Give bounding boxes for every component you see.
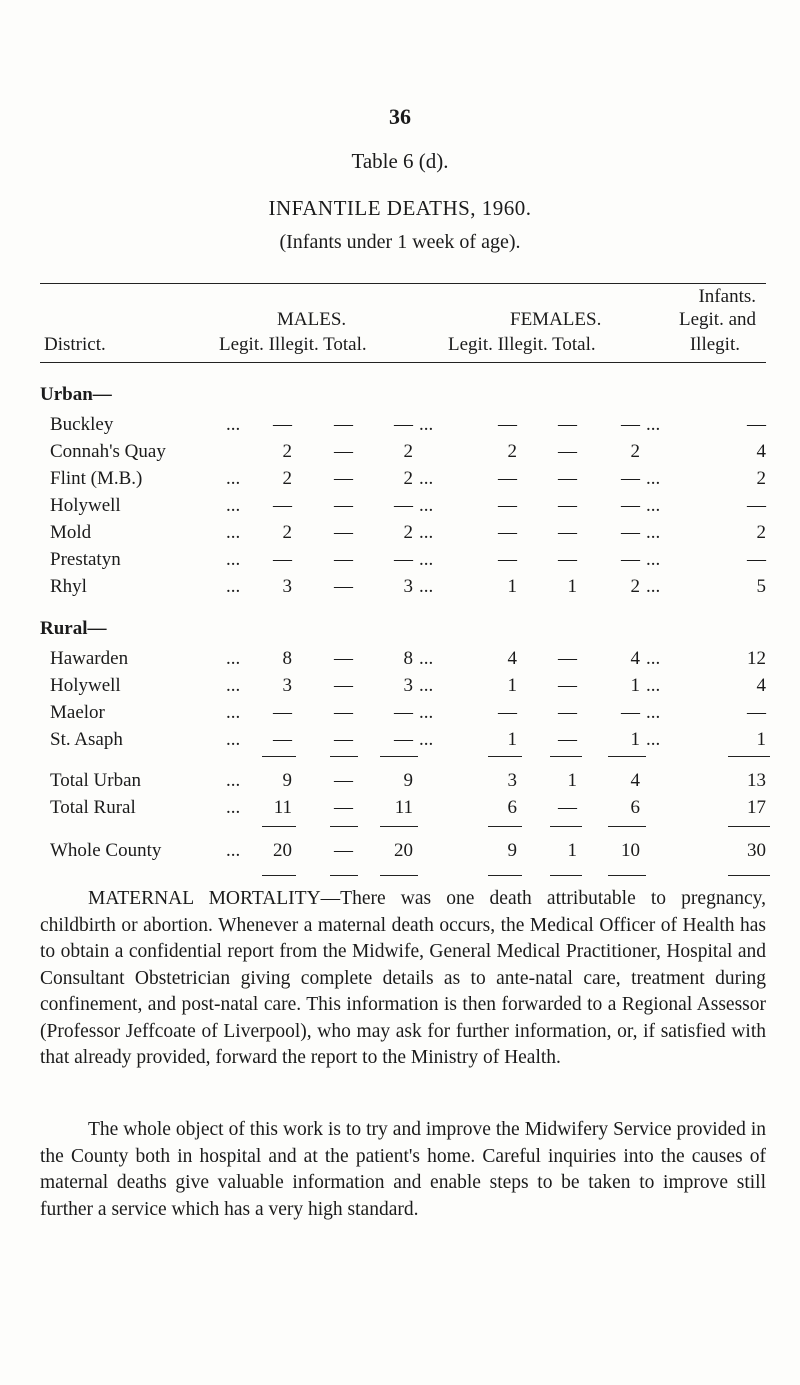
cell-m-illegit: — (334, 729, 353, 750)
cell-f-legit: 2 (507, 441, 517, 462)
leader-dots: ... (226, 770, 241, 791)
column-rule (728, 826, 770, 827)
cell-m-legit: 3 (282, 576, 292, 597)
leader-dots: ... (226, 414, 241, 435)
cell-m-legit: — (273, 414, 292, 435)
table-row (0, 840, 800, 866)
header-males-sub: Legit. Illegit. Total. (219, 334, 367, 355)
table-row (0, 576, 800, 602)
cell-infants: 30 (747, 840, 766, 861)
header-females-sub: Legit. Illegit. Total. (448, 334, 596, 355)
section-urban: Urban— (40, 384, 112, 405)
district-name: St. Asaph (50, 729, 123, 750)
table-row (0, 549, 800, 575)
cell-f-total: 6 (630, 797, 640, 818)
cell-f-total: 2 (630, 441, 640, 462)
table-row (0, 770, 800, 796)
cell-f-illegit: 1 (567, 840, 577, 861)
table-row (0, 468, 800, 494)
cell-m-legit: — (273, 549, 292, 570)
cell-f-legit: 1 (507, 675, 517, 696)
cell-m-total: 9 (403, 770, 413, 791)
column-rule (608, 875, 646, 876)
cell-m-total: — (394, 414, 413, 435)
cell-m-illegit: — (334, 675, 353, 696)
cell-f-illegit: — (558, 441, 577, 462)
cell-f-total: 2 (630, 576, 640, 597)
leader-dots: ... (646, 549, 661, 570)
cell-f-total: 1 (630, 675, 640, 696)
table-row (0, 675, 800, 701)
header-infants-line2: Legit. and (678, 309, 756, 330)
cell-m-total: 2 (403, 468, 413, 489)
cell-m-total: 11 (394, 797, 413, 818)
table-caption: Table 6 (d). (351, 149, 449, 173)
leader-dots: ... (646, 414, 661, 435)
leader-dots: ... (646, 522, 661, 543)
leader-dots: ... (226, 549, 241, 570)
cell-f-legit: 1 (507, 729, 517, 750)
column-rule (488, 875, 522, 876)
leader-dots: ... (226, 702, 241, 723)
cell-m-illegit: — (334, 770, 353, 791)
cell-f-illegit: — (558, 675, 577, 696)
header-district: District. (44, 334, 106, 355)
paragraph-maternal-mortality: MATERNAL MORTALITY—There was one death attributable to pregnancy, childbirth or abortion. Whenever a maternal death occurs, the Medical Officer of Health has to obtain a confidential report from the Midwife, General Medical Practitioner, Hospital and Consultant Obstetrician giving complete details as to ante-natal care, treatment during confinement, and post-natal care. This information is then forwarded to a Regional Assessor (Professor Jeffcoate of Liverpool), who may ask for further information, or, if satisfied with that already provided, forward the report to the Ministry of Health. (40, 888, 766, 1068)
table-top-rule (40, 283, 766, 284)
cell-m-illegit: — (334, 441, 353, 462)
cell-f-illegit: — (558, 495, 577, 516)
cell-f-legit: — (498, 468, 517, 489)
leader-dots: ... (419, 702, 434, 723)
cell-m-total: 2 (403, 522, 413, 543)
cell-m-total: — (394, 495, 413, 516)
table-row (0, 797, 800, 823)
leader-dots: ... (419, 549, 434, 570)
cell-m-legit: 2 (282, 468, 292, 489)
header-infants-line1: Infants. (698, 286, 756, 307)
leader-dots: ... (419, 414, 434, 435)
cell-infants: 13 (747, 770, 766, 791)
cell-m-legit: 2 (282, 522, 292, 543)
district-name: Mold (50, 522, 92, 543)
cell-f-total: — (621, 495, 640, 516)
cell-m-legit: — (273, 702, 292, 723)
cell-m-illegit: — (334, 840, 353, 861)
district-name: Whole County (50, 840, 162, 861)
cell-f-legit: 6 (507, 797, 517, 818)
leader-dots: ... (226, 729, 241, 750)
cell-f-total: — (621, 549, 640, 570)
cell-f-total: — (621, 468, 640, 489)
cell-m-illegit: — (334, 522, 353, 543)
cell-m-illegit: — (334, 576, 353, 597)
leader-dots: ... (646, 648, 661, 669)
cell-m-total: 2 (403, 441, 413, 462)
column-rule (380, 875, 418, 876)
cell-infants: — (747, 702, 766, 723)
cell-f-legit: — (498, 414, 517, 435)
column-rule (608, 826, 646, 827)
cell-infants: 5 (756, 576, 766, 597)
column-rule (380, 826, 418, 827)
table-subtitle: (Infants under 1 week of age). (279, 231, 521, 253)
cell-m-legit: 9 (282, 770, 292, 791)
cell-m-legit: 2 (282, 441, 292, 462)
cell-f-legit: 3 (507, 770, 517, 791)
cell-f-legit: — (498, 549, 517, 570)
cell-f-legit: — (498, 702, 517, 723)
district-name: Holywell (50, 675, 121, 696)
district-name: Holywell (50, 495, 121, 516)
leader-dots: ... (646, 468, 661, 489)
column-rule (728, 756, 770, 757)
leader-dots: ... (226, 840, 241, 861)
cell-f-total: — (621, 702, 640, 723)
table-row (0, 729, 800, 755)
column-rule (488, 756, 522, 757)
cell-infants: 2 (756, 522, 766, 543)
district-name: Total Urban (50, 770, 142, 791)
cell-f-legit: — (498, 495, 517, 516)
district-name: Maelor (50, 702, 105, 723)
leader-dots: ... (226, 797, 241, 818)
cell-m-illegit: — (334, 495, 353, 516)
cell-m-illegit: — (334, 468, 353, 489)
table-row (0, 648, 800, 674)
cell-m-legit: 20 (273, 840, 292, 861)
leader-dots: ... (226, 576, 241, 597)
cell-infants: 17 (747, 797, 766, 818)
cell-m-total: 3 (403, 576, 413, 597)
leader-dots: ... (646, 729, 661, 750)
leader-dots: ... (646, 675, 661, 696)
cell-m-legit: 3 (282, 675, 292, 696)
leader-dots: ... (419, 468, 434, 489)
district-name: Prestatyn (50, 549, 121, 570)
table-row (0, 441, 800, 467)
cell-m-legit: — (273, 495, 292, 516)
cell-m-total: 20 (394, 840, 413, 861)
cell-infants: 12 (747, 648, 766, 669)
leader-dots: ... (226, 495, 241, 516)
cell-f-illegit: — (558, 549, 577, 570)
cell-infants: 1 (756, 729, 766, 750)
cell-f-legit: 4 (507, 648, 517, 669)
cell-infants: — (747, 549, 766, 570)
cell-f-illegit: — (558, 468, 577, 489)
leader-dots: ... (226, 675, 241, 696)
column-rule (728, 875, 770, 876)
cell-infants: — (747, 495, 766, 516)
cell-m-legit: — (273, 729, 292, 750)
column-rule (550, 875, 582, 876)
header-females: FEMALES. (510, 309, 602, 330)
cell-infants: — (747, 414, 766, 435)
cell-f-legit: 1 (507, 576, 517, 597)
cell-f-total: 1 (630, 729, 640, 750)
leader-dots: ... (419, 729, 434, 750)
cell-m-total: 3 (403, 675, 413, 696)
column-rule (262, 826, 296, 827)
leader-dots: ... (419, 576, 434, 597)
cell-m-illegit: — (334, 797, 353, 818)
column-rule (262, 756, 296, 757)
column-rule (262, 875, 296, 876)
district-name: Hawarden (50, 648, 129, 669)
cell-m-illegit: — (334, 549, 353, 570)
cell-infants: 2 (756, 468, 766, 489)
cell-m-total: — (394, 729, 413, 750)
leader-dots: ... (226, 648, 241, 669)
cell-f-total: — (621, 522, 640, 543)
cell-m-illegit: — (334, 702, 353, 723)
header-infants-line3: Illegit. (689, 334, 740, 355)
cell-infants: 4 (756, 675, 766, 696)
leader-dots: ... (419, 522, 434, 543)
table-title: INFANTILE DEATHS, 1960. (268, 196, 532, 220)
table-header-rule (40, 362, 766, 363)
cell-f-illegit: — (558, 702, 577, 723)
cell-m-illegit: — (334, 414, 353, 435)
cell-m-total: — (394, 549, 413, 570)
cell-m-legit: 11 (273, 797, 292, 818)
district-name: Connah's Quay (50, 441, 166, 462)
leader-dots: ... (226, 468, 241, 489)
column-rule (330, 756, 358, 757)
column-rule (488, 826, 522, 827)
column-rule (608, 756, 646, 757)
district-name: Rhyl (50, 576, 87, 597)
table-row (0, 414, 800, 440)
section-rural: Rural— (40, 618, 107, 639)
paragraph-midwifery-service: The whole object of this work is to try and improve the Midwifery Service provided in the County both in hospital and at the patient's home. Careful inquiries into the causes of maternal deaths give valuable information and enable steps to be taken to improve still further a service which has a very high standard. (40, 1119, 766, 1220)
cell-infants: 4 (756, 441, 766, 462)
cell-f-legit: 9 (507, 840, 517, 861)
column-rule (330, 826, 358, 827)
cell-f-illegit: — (558, 729, 577, 750)
district-name: Flint (M.B.) (50, 468, 143, 489)
cell-f-total: — (621, 414, 640, 435)
column-rule (550, 826, 582, 827)
cell-f-total: 4 (630, 770, 640, 791)
cell-f-illegit: — (558, 414, 577, 435)
leader-dots: ... (419, 648, 434, 669)
cell-m-illegit: — (334, 648, 353, 669)
leader-dots: ... (419, 675, 434, 696)
district-name: Total Rural (50, 797, 136, 818)
cell-f-legit: — (498, 522, 517, 543)
cell-m-total: — (394, 702, 413, 723)
header-males: MALES. (277, 309, 347, 330)
cell-m-total: 8 (403, 648, 413, 669)
cell-m-legit: 8 (282, 648, 292, 669)
district-name: Buckley (50, 414, 114, 435)
table-row (0, 702, 800, 728)
cell-f-total: 4 (630, 648, 640, 669)
cell-f-illegit: 1 (567, 576, 577, 597)
cell-f-illegit: — (558, 648, 577, 669)
cell-f-illegit: — (558, 522, 577, 543)
leader-dots: ... (419, 495, 434, 516)
leader-dots: ... (226, 522, 241, 543)
leader-dots: ... (646, 702, 661, 723)
column-rule (550, 756, 582, 757)
leader-dots: ... (646, 495, 661, 516)
column-rule (380, 756, 418, 757)
cell-f-illegit: 1 (567, 770, 577, 791)
column-rule (330, 875, 358, 876)
table-row (0, 495, 800, 521)
page-number: 36 (389, 104, 411, 129)
table-row (0, 522, 800, 548)
cell-f-total: 10 (621, 840, 640, 861)
leader-dots: ... (646, 576, 661, 597)
cell-f-illegit: — (558, 797, 577, 818)
